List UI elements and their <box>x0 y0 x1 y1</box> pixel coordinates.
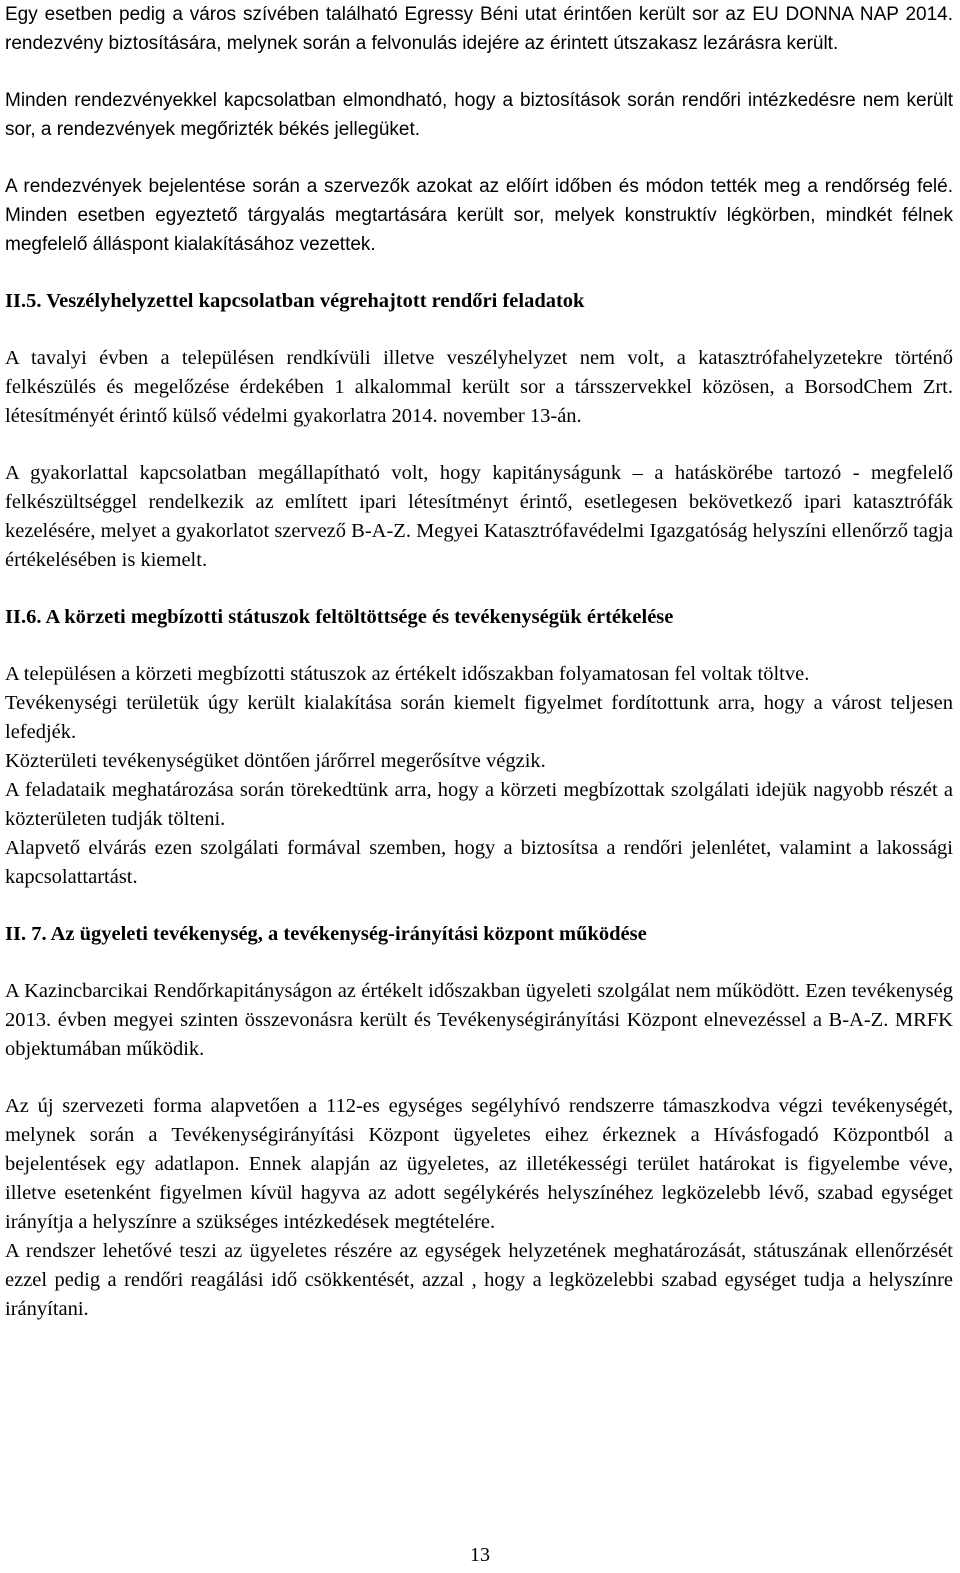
section-heading-district-officers: II.6. A körzeti megbízotti státuszok feltöltöttsége és tevékenységük értékelése <box>5 606 674 628</box>
section-heading-dispatch: II. 7. Az ügyeleti tevékenység, a tevékenység-irányítási központ működése <box>5 923 647 945</box>
paragraph-event-donna-nap: Egy esetben pedig a város szívében található Egressy Béni utat érintően került sor az EU DONNA NAP 2014. rendezvény biztosítására, melynek során a felvonulás idejére az érintett útszakasz lezárásra került. <box>5 4 953 54</box>
section-heading-emergency: II.5. Veszélyhelyzettel kapcsolatban végrehajtott rendőri feladatok <box>5 290 585 312</box>
page-number: 13 <box>470 1544 490 1566</box>
document-page <box>5 0 953 1324</box>
paragraph-event-registration: A rendezvények bejelentése során a szervezők azokat az előírt időben és módon tették meg a rendőrség felé. Minden esetben egyeztető tárgyalás megtartására került sor, melyek konstruktív légkörben, mindkét félnek megfelelő álláspont kialakításához vezettek. <box>5 176 953 255</box>
paragraph-district-coverage: Tevékenységi területük úgy került kialakítása során kiemelt figyelmet fordítottunk arra, hogy a várost teljesen lefedjék. <box>5 692 953 743</box>
paragraph-emergency-exercise: A tavalyi évben a településen rendkívüli illetve veszélyhelyzet nem volt, a katasztrófahelyzetekre történő felkészülés és megelőzése érdekében 1 alkalommal került sor a társszervekkel közösen, a BorsodChem Zrt. létesítményét érintő külső védelmi gyakorlatra 2014. november 13-án. <box>5 347 953 427</box>
paragraph-dispatch-112: Az új szervezeti forma alapvetően a 112-es egységes segélyhívó rendszerre támaszkodva végzi tevékenységét, melynek során a Tevékenységirányítási Központ ügyeletes eihez érkeznek a Hívásfogadó Központból a bejelentések egy adatlapon. Ennek alapján az ügyeletes, az illetékességi terület határokat is figyelembe véve, illetve esetenként figyelmen kívül hagyva az adott segélykérés helyszínéhez legközelebb lévő, szabad egységet irányítja a helyszínre a szükséges intézkedések megtételére. <box>5 1095 953 1233</box>
paragraph-district-expectations: Alapvető elvárás ezen szolgálati formával szemben, hogy a biztosítsa a rendőri jelenlétet, valamint a lakossági kapcsolattartást. <box>5 837 953 888</box>
paragraph-district-duties: A feladataik meghatározása során törekedtünk arra, hogy a körzeti megbízottak szolgálati idejük nagyobb részét a közterületen tudják tölteni. <box>5 779 953 830</box>
paragraph-events-peaceful: Minden rendezvényekkel kapcsolatban elmondható, hogy a biztosítások során rendőri intézkedésre nem került sor, a rendezvények megőrizték békés jellegüket. <box>5 90 953 140</box>
paragraph-dispatch-system: A rendszer lehetővé teszi az ügyeletes részére az egységek helyzetének meghatározását, státuszának ellenőrzését ezzel pedig a rendőri reagálási idő csökkentését, azzal , hogy a legközelebbi szabad egységet tudja a helyszínre irányítani. <box>5 1240 953 1320</box>
paragraph-district-patrol: Közterületi tevékenységüket döntően járőrrel megerősítve végzik. <box>5 750 546 772</box>
paragraph-district-staffing: A településen a körzeti megbízotti státuszok az értékelt időszakban folyamatosan fel voltak töltve. <box>5 663 810 685</box>
paragraph-exercise-evaluation: A gyakorlattal kapcsolatban megállapítható volt, hogy kapitányságunk – a hatáskörébe tartozó - megfelelő felkészültséggel rendelkezik az említett ipari létesítményt érintő, esetlegesen bekövetkező ipari katasztrófák kezelésére, melyet a gyakorlatot szervező B-A-Z. Megyei Katasztrófavédelmi Igazgatóság helyszíni ellenőrző tagja értékelésében is kiemelt. <box>5 462 953 571</box>
paragraph-dispatch-duty: A Kazincbarcikai Rendőrkapitányságon az értékelt időszakban ügyeleti szolgálat nem működött. Ezen tevékenység 2013. évben megyei szinten összevonásra került és Tevékenységirányítási Központ elnevezéssel a B-A-Z. MRFK objektumában működik. <box>5 980 953 1060</box>
